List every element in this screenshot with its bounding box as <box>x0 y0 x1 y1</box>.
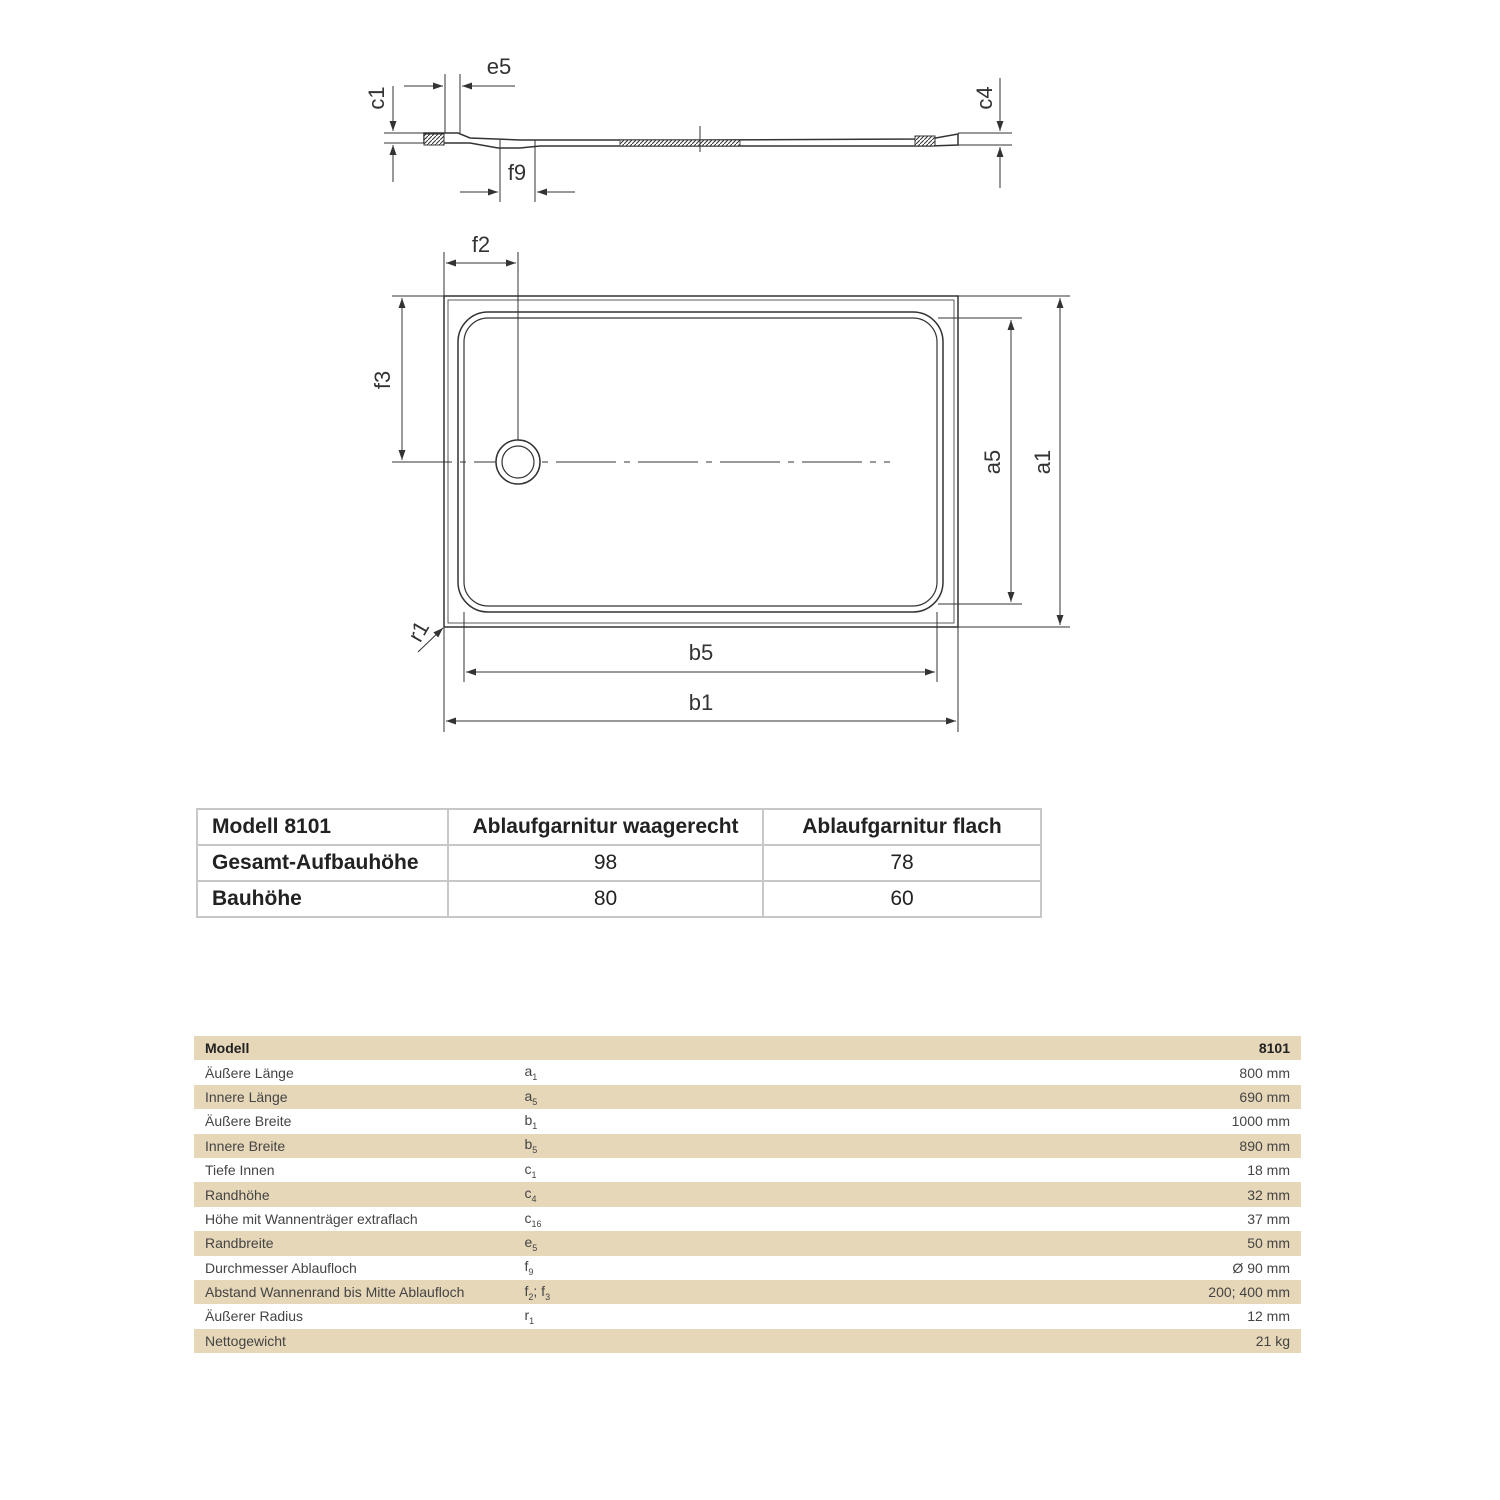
spec-value: 890 mm <box>1239 1137 1290 1154</box>
spec-symbol: $c_1$ <box>524 1160 537 1180</box>
spec-value: 12 mm <box>1247 1308 1290 1325</box>
side-view <box>384 74 1012 202</box>
spec-value: 200; 400 mm <box>1208 1284 1290 1301</box>
summary-row-flach: 60 <box>763 881 1041 917</box>
spec-label: Innere Länge <box>205 1088 288 1105</box>
top-view <box>392 252 1070 732</box>
body-hatch <box>620 140 740 146</box>
summary-row-label: Gesamt-Aufbauhöhe <box>197 845 448 881</box>
spec-label: Randbreite <box>205 1235 274 1252</box>
spec-symbol: $e_5$ <box>524 1233 538 1253</box>
spec-label: Äußere Breite <box>205 1113 292 1130</box>
label-r1: r1 <box>402 616 435 646</box>
rim-hatch-right <box>915 136 935 146</box>
spec-symbol: $b_5$ <box>524 1136 538 1156</box>
label-b5: b5 <box>688 640 714 665</box>
summary-row-label: Bauhöhe <box>197 881 448 917</box>
label-f3: f3 <box>370 370 395 390</box>
spec-symbol: $b_1$ <box>524 1111 538 1131</box>
summary-header-row <box>197 809 1041 845</box>
spec-label: Tiefe Innen <box>205 1162 275 1179</box>
summary-row <box>197 881 1041 917</box>
spec-value: 690 mm <box>1239 1088 1290 1105</box>
summary-header-flach: Ablaufgarnitur flach <box>763 809 1041 845</box>
spec-row <box>194 1304 1301 1328</box>
spec-header-value: 8101 <box>1258 1040 1290 1057</box>
spec-label: Äußere Länge <box>205 1064 294 1081</box>
spec-symbol: $r_1$ <box>524 1307 535 1326</box>
summary-row-waagerecht: 98 <box>448 845 763 881</box>
label-a1: a1 <box>1030 449 1055 475</box>
summary-row-waagerecht: 80 <box>448 881 763 917</box>
spec-label: Randhöhe <box>205 1186 270 1203</box>
spec-header-row <box>194 1036 1301 1060</box>
spec-value: 18 mm <box>1247 1162 1290 1179</box>
spec-row <box>194 1280 1301 1304</box>
spec-value: 32 mm <box>1247 1186 1290 1203</box>
label-c1: c1 <box>364 86 389 110</box>
spec-value: 800 mm <box>1239 1064 1290 1081</box>
spec-value: 1000 mm <box>1231 1113 1290 1130</box>
spec-label: Durchmesser Ablaufloch <box>205 1259 357 1276</box>
spec-row <box>194 1134 1301 1158</box>
summary-table <box>196 808 1042 918</box>
label-a5: a5 <box>980 449 1005 475</box>
spec-row <box>194 1182 1301 1206</box>
spec-symbol: $c_4$ <box>524 1185 537 1204</box>
spec-row <box>194 1060 1301 1084</box>
spec-symbol: $c_{16}$ <box>524 1209 542 1229</box>
label-b1: b1 <box>688 690 714 715</box>
spec-label: Innere Breite <box>205 1137 286 1154</box>
spec-row <box>194 1256 1301 1280</box>
summary-row-flach: 78 <box>763 845 1041 881</box>
spec-table <box>194 1036 1301 1353</box>
spec-label: Abstand Wannenrand bis Mitte Ablaufloch <box>205 1284 465 1301</box>
summary-header-waagerecht: Ablaufgarnitur waagerecht <box>448 809 763 845</box>
spec-row <box>194 1329 1301 1353</box>
spec-symbol: $a_5$ <box>524 1087 538 1107</box>
spec-value: 37 mm <box>1247 1210 1290 1227</box>
spec-value: 21 kg <box>1255 1332 1290 1349</box>
spec-row <box>194 1207 1301 1231</box>
spec-symbol: $f_2$; $f_3$ <box>524 1282 551 1302</box>
spec-symbol: $f_9$ <box>524 1258 534 1278</box>
rim-hatch-left <box>424 134 444 145</box>
label-e5: e5 <box>486 54 512 79</box>
label-f2: f2 <box>471 232 491 257</box>
spec-symbol: $a_1$ <box>524 1063 538 1082</box>
spec-symbol <box>525 1329 1198 1353</box>
spec-header-sym <box>525 1036 1198 1060</box>
label-c4: c4 <box>972 86 997 110</box>
spec-header-label: Modell <box>205 1040 250 1057</box>
spec-label: Nettogewicht <box>205 1332 286 1349</box>
spec-row <box>194 1085 1301 1109</box>
spec-label: Äußerer Radius <box>205 1308 304 1325</box>
summary-row <box>197 845 1041 881</box>
spec-value: Ø 90 mm <box>1232 1259 1290 1276</box>
spec-row <box>194 1231 1301 1255</box>
summary-header-model: Modell 8101 <box>197 809 448 845</box>
spec-row <box>194 1109 1301 1133</box>
spec-label: Höhe mit Wannenträger extraflach <box>205 1210 418 1227</box>
spec-value: 50 mm <box>1247 1235 1290 1252</box>
label-f9: f9 <box>507 160 527 185</box>
spec-row <box>194 1158 1301 1182</box>
